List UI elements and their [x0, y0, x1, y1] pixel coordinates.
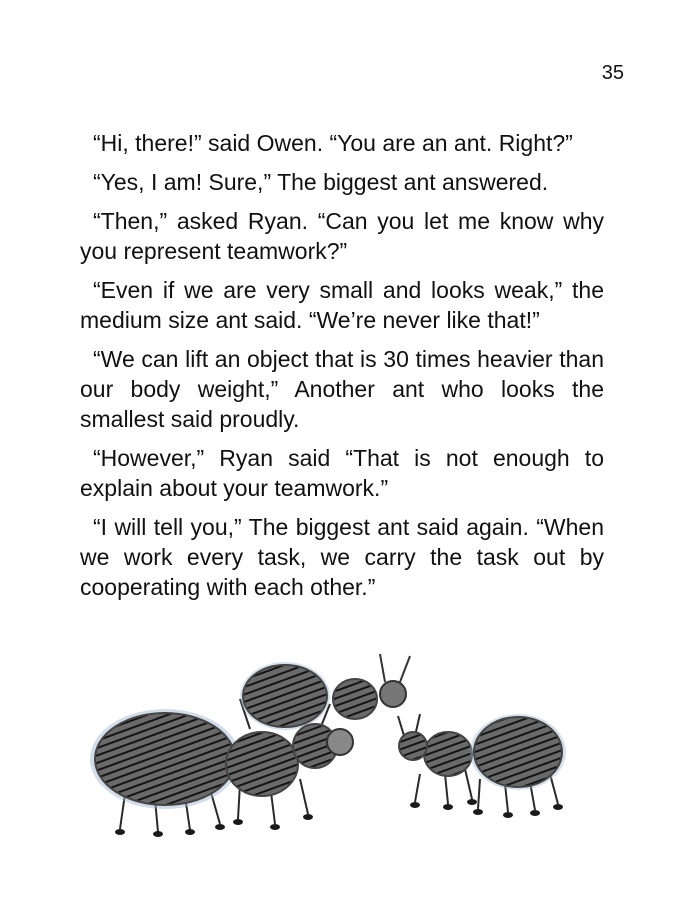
- paragraph-5: “We can lift an object that is 30 times heavier than our body weight,” Another ant who looks the smallest said proudly.: [80, 346, 604, 432]
- ant-small-middle: [398, 714, 477, 810]
- paragraph-4: “Even if we are very small and looks weak,” the medium size ant said. “We’re never like that!”: [80, 277, 604, 333]
- ant-right: [470, 714, 566, 818]
- ant-medium-top: [240, 654, 410, 730]
- paragraph-2: “Yes, I am! Sure,” The biggest ant answered.: [93, 169, 549, 195]
- paragraph-7: “I will tell you,” The biggest ant said again. “When we work every task, we carry the task out by cooperating with each other.”: [80, 514, 604, 600]
- paragraph-6: “However,” Ryan said “That is not enough to explain about your teamwork.”: [80, 445, 604, 501]
- ants-illustration: [80, 634, 580, 854]
- story-text: [80, 128, 604, 611]
- paragraph-1: “Hi, there!” said Owen. “You are an ant. Right?”: [93, 130, 573, 156]
- ant-medium-front: [226, 724, 353, 830]
- page-number: 35: [601, 62, 624, 84]
- ant-large-left: [90, 709, 240, 837]
- paragraph-3: “Then,” asked Ryan. “Can you let me know why you represent teamwork?”: [80, 208, 604, 264]
